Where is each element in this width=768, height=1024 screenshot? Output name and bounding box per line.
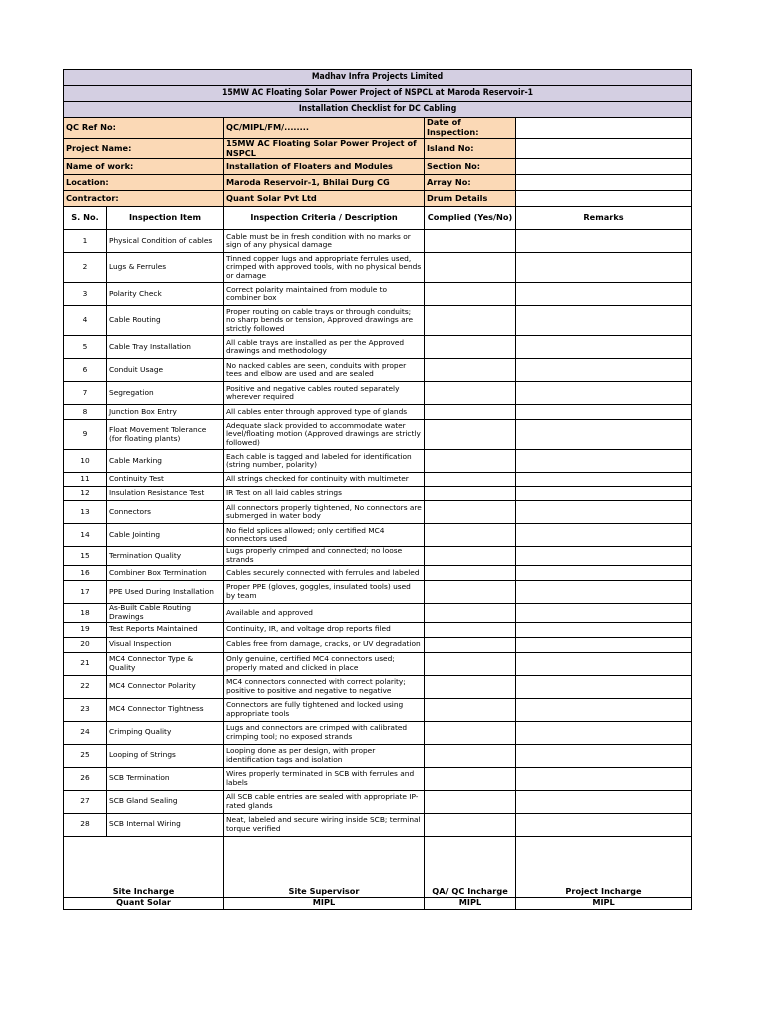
row-inspection-item: As-Built Cable Routing Drawings (107, 604, 224, 623)
row-remarks-field[interactable] (516, 698, 692, 721)
table-row (64, 652, 692, 675)
row-complied-field[interactable] (425, 637, 516, 652)
row-inspection-item: SCB Termination (107, 767, 224, 790)
row-criteria: Proper PPE (gloves, goggles, insulated tools) used by team (224, 581, 425, 604)
table-row (64, 637, 692, 652)
row-criteria: Proper routing on cable trays or through conduits; no sharp bends or tension, Approved drawings are strictly followed (224, 306, 425, 336)
signature-space[interactable] (64, 836, 224, 887)
signature-title: Site Incharge (64, 887, 224, 897)
row-complied-field[interactable] (425, 652, 516, 675)
work-value[interactable]: Installation of Floaters and Modules (224, 159, 425, 175)
row-remarks-field[interactable] (516, 604, 692, 623)
row-complied-field[interactable] (425, 405, 516, 420)
project-name-value[interactable]: 15MW AC Floating Solar Power Project of NSPCL (224, 138, 425, 159)
signature-space[interactable] (224, 836, 425, 887)
table-row (64, 450, 692, 473)
drum-label: Drum Details (425, 191, 516, 207)
row-complied-field[interactable] (425, 306, 516, 336)
row-complied-field[interactable] (425, 698, 516, 721)
island-label: Island No: (425, 138, 516, 159)
table-row (64, 420, 692, 450)
qc-ref-value[interactable]: QC/MIPL/FM/........ (224, 118, 425, 139)
row-complied-field[interactable] (425, 283, 516, 306)
signature-title: QA/ QC Incharge (425, 887, 516, 897)
row-complied-field[interactable] (425, 622, 516, 637)
row-criteria: Looping done as per design, with proper identification tags and isolation (224, 744, 425, 767)
row-remarks-field[interactable] (516, 253, 692, 283)
row-sno: 26 (64, 767, 107, 790)
row-inspection-item: Connectors (107, 501, 224, 524)
signature-title: Project Incharge (516, 887, 692, 897)
row-criteria: All strings checked for continuity with multimeter (224, 473, 425, 487)
row-criteria: All cable trays are installed as per the Approved drawings and methodology (224, 336, 425, 359)
row-remarks-field[interactable] (516, 721, 692, 744)
date-field[interactable] (516, 118, 692, 139)
row-complied-field[interactable] (425, 581, 516, 604)
row-inspection-item: Crimping Quality (107, 721, 224, 744)
table-row (64, 405, 692, 420)
row-remarks-field[interactable] (516, 420, 692, 450)
row-criteria: Cables securely connected with ferrules and labeled (224, 566, 425, 581)
row-criteria: Connectors are fully tightened and locked using appropriate tools (224, 698, 425, 721)
row-inspection-item: Termination Quality (107, 547, 224, 566)
row-sno: 14 (64, 524, 107, 547)
row-inspection-item: Cable Jointing (107, 524, 224, 547)
row-complied-field[interactable] (425, 487, 516, 501)
row-sno: 9 (64, 420, 107, 450)
signature-space-row (64, 836, 692, 887)
row-remarks-field[interactable] (516, 382, 692, 405)
row-remarks-field[interactable] (516, 744, 692, 767)
row-criteria: Lugs and connectors are crimped with calibrated crimping tool; no exposed strands (224, 721, 425, 744)
row-sno: 24 (64, 721, 107, 744)
row-sno: 8 (64, 405, 107, 420)
row-sno: 20 (64, 637, 107, 652)
row-sno: 2 (64, 253, 107, 283)
drum-field[interactable] (516, 191, 692, 207)
row-sno: 23 (64, 698, 107, 721)
row-criteria: Cables free from damage, cracks, or UV degradation (224, 637, 425, 652)
project-title: 15MW AC Floating Solar Power Project of NSPCL at Maroda Reservoir-1 (64, 86, 692, 102)
row-remarks-field[interactable] (516, 675, 692, 698)
row-remarks-field[interactable] (516, 652, 692, 675)
row-inspection-item: Looping of Strings (107, 744, 224, 767)
table-row (64, 547, 692, 566)
row-inspection-item: MC4 Connector Type & Quality (107, 652, 224, 675)
row-remarks-field[interactable] (516, 336, 692, 359)
signature-orgs-row (64, 897, 692, 909)
row-remarks-field[interactable] (516, 790, 692, 813)
signature-space[interactable] (425, 836, 516, 887)
row-remarks-field[interactable] (516, 230, 692, 253)
row-criteria: Adequate slack provided to accommodate water level/floating motion (Approved drawings are strictly followed) (224, 420, 425, 450)
row-remarks-field[interactable] (516, 306, 692, 336)
row-complied-field[interactable] (425, 359, 516, 382)
row-inspection-item: Conduit Usage (107, 359, 224, 382)
row-criteria: All SCB cable entries are sealed with appropriate IP-rated glands (224, 790, 425, 813)
row-sno: 27 (64, 790, 107, 813)
row-complied-field[interactable] (425, 336, 516, 359)
row-sno: 1 (64, 230, 107, 253)
table-row (64, 675, 692, 698)
signature-org: MIPL (516, 897, 692, 909)
table-row (64, 581, 692, 604)
row-criteria: Cable must be in fresh condition with no marks or sign of any physical damage (224, 230, 425, 253)
signature-space[interactable] (516, 836, 692, 887)
row-remarks-field[interactable] (516, 566, 692, 581)
row-remarks-field[interactable] (516, 487, 692, 501)
row-sno: 13 (64, 501, 107, 524)
table-row (64, 744, 692, 767)
row-criteria: Correct polarity maintained from module to combiner box (224, 283, 425, 306)
row-criteria: Continuity, IR, and voltage drop reports filed (224, 622, 425, 637)
row-criteria: No field splices allowed; only certified MC4 connectors used (224, 524, 425, 547)
row-remarks-field[interactable] (516, 473, 692, 487)
array-label: Array No: (425, 175, 516, 191)
row-inspection-item: SCB Internal Wiring (107, 813, 224, 836)
row-complied-field[interactable] (425, 230, 516, 253)
row-remarks-field[interactable] (516, 359, 692, 382)
company-name: Madhav Infra Projects Limited (64, 70, 692, 86)
row-inspection-item: Lugs & Ferrules (107, 253, 224, 283)
signature-title: Site Supervisor (224, 887, 425, 897)
row-sno: 6 (64, 359, 107, 382)
table-row (64, 283, 692, 306)
col-complied: Complied (Yes/No) (425, 207, 516, 230)
row-sno: 15 (64, 547, 107, 566)
signature-org: MIPL (224, 897, 425, 909)
row-inspection-item: Junction Box Entry (107, 405, 224, 420)
row-remarks-field[interactable] (516, 405, 692, 420)
col-criteria: Inspection Criteria / Description (224, 207, 425, 230)
location-label: Location: (64, 175, 224, 191)
row-inspection-item: Segregation (107, 382, 224, 405)
contractor-label: Contractor: (64, 191, 224, 207)
row-complied-field[interactable] (425, 253, 516, 283)
row-criteria: Only genuine, certified MC4 connectors used; properly mated and clicked in place (224, 652, 425, 675)
row-sno: 21 (64, 652, 107, 675)
row-complied-field[interactable] (425, 675, 516, 698)
table-row (64, 487, 692, 501)
table-row (64, 382, 692, 405)
table-row (64, 767, 692, 790)
checklist-title: Installation Checklist for DC Cabling (64, 102, 692, 118)
row-complied-field[interactable] (425, 744, 516, 767)
row-sno: 12 (64, 487, 107, 501)
row-remarks-field[interactable] (516, 450, 692, 473)
date-label: Date of Inspection: (425, 118, 516, 139)
row-complied-field[interactable] (425, 420, 516, 450)
signature-org: MIPL (425, 897, 516, 909)
table-row (64, 230, 692, 253)
row-criteria: Lugs properly crimped and connected; no loose strands (224, 547, 425, 566)
col-sno: S. No. (64, 207, 107, 230)
row-sno: 16 (64, 566, 107, 581)
row-complied-field[interactable] (425, 524, 516, 547)
row-criteria: Tinned copper lugs and appropriate ferrules used, crimped with approved tools, with no physical bends or damage (224, 253, 425, 283)
col-item: Inspection Item (107, 207, 224, 230)
row-sno: 5 (64, 336, 107, 359)
row-inspection-item: Physical Condition of cables (107, 230, 224, 253)
row-criteria: All cables enter through approved type of glands (224, 405, 425, 420)
row-inspection-item: MC4 Connector Tightness (107, 698, 224, 721)
row-sno: 19 (64, 622, 107, 637)
row-inspection-item: Cable Routing (107, 306, 224, 336)
row-remarks-field[interactable] (516, 547, 692, 566)
row-sno: 4 (64, 306, 107, 336)
table-row (64, 253, 692, 283)
row-inspection-item: Cable Marking (107, 450, 224, 473)
row-criteria: No nacked cables are seen, conduits with proper tees and elbow are used and are sealed (224, 359, 425, 382)
table-row (64, 813, 692, 836)
table-row (64, 306, 692, 336)
row-inspection-item: PPE Used During Installation (107, 581, 224, 604)
row-sno: 11 (64, 473, 107, 487)
row-criteria: Positive and negative cables routed separately wherever required (224, 382, 425, 405)
table-row (64, 473, 692, 487)
row-criteria: Available and approved (224, 604, 425, 623)
table-row (64, 501, 692, 524)
row-inspection-item: MC4 Connector Polarity (107, 675, 224, 698)
row-inspection-item: Insulation Resistance Test (107, 487, 224, 501)
table-row (64, 336, 692, 359)
row-inspection-item: Float Movement Tolerance (for floating plants) (107, 420, 224, 450)
row-complied-field[interactable] (425, 382, 516, 405)
row-inspection-item: Cable Tray Installation (107, 336, 224, 359)
row-complied-field[interactable] (425, 473, 516, 487)
table-row (64, 524, 692, 547)
work-label: Name of work: (64, 159, 224, 175)
table-row (64, 566, 692, 581)
row-remarks-field[interactable] (516, 767, 692, 790)
row-sno: 22 (64, 675, 107, 698)
row-complied-field[interactable] (425, 604, 516, 623)
row-inspection-item: Visual Inspection (107, 637, 224, 652)
row-complied-field[interactable] (425, 450, 516, 473)
row-criteria: Neat, labeled and secure wiring inside SCB; terminal torque verified (224, 813, 425, 836)
table-row (64, 698, 692, 721)
row-complied-field[interactable] (425, 767, 516, 790)
row-criteria: IR Test on all laid cables strings (224, 487, 425, 501)
row-inspection-item: SCB Gland Sealing (107, 790, 224, 813)
array-field[interactable] (516, 175, 692, 191)
col-remarks: Remarks (516, 207, 692, 230)
signature-titles-row (64, 887, 692, 897)
row-inspection-item: Combiner Box Termination (107, 566, 224, 581)
row-complied-field[interactable] (425, 501, 516, 524)
table-row (64, 721, 692, 744)
row-sno: 17 (64, 581, 107, 604)
contractor-value[interactable]: Quant Solar Pvt Ltd (224, 191, 425, 207)
row-criteria: All connectors properly tightened, No connectors are submerged in water body (224, 501, 425, 524)
project-name-label: Project Name: (64, 138, 224, 159)
signature-org: Quant Solar (64, 897, 224, 909)
row-criteria: MC4 connectors connected with correct polarity; positive to positive and negative to negative (224, 675, 425, 698)
row-remarks-field[interactable] (516, 524, 692, 547)
row-complied-field[interactable] (425, 547, 516, 566)
table-row (64, 359, 692, 382)
row-remarks-field[interactable] (516, 283, 692, 306)
row-sno: 3 (64, 283, 107, 306)
row-sno: 7 (64, 382, 107, 405)
table-row (64, 604, 692, 623)
row-inspection-item: Continuity Test (107, 473, 224, 487)
qc-ref-label: QC Ref No: (64, 118, 224, 139)
table-row (64, 790, 692, 813)
row-remarks-field[interactable] (516, 637, 692, 652)
row-sno: 25 (64, 744, 107, 767)
row-inspection-item: Test Reports Maintained (107, 622, 224, 637)
row-sno: 10 (64, 450, 107, 473)
dc-cabling-checklist (63, 69, 692, 910)
row-complied-field[interactable] (425, 721, 516, 744)
row-complied-field[interactable] (425, 790, 516, 813)
location-value[interactable]: Maroda Reservoir-1, Bhilai Durg CG (224, 175, 425, 191)
row-remarks-field[interactable] (516, 813, 692, 836)
island-field[interactable] (516, 138, 692, 159)
row-sno: 28 (64, 813, 107, 836)
row-inspection-item: Polarity Check (107, 283, 224, 306)
section-label: Section No: (425, 159, 516, 175)
section-field[interactable] (516, 159, 692, 175)
row-criteria: Each cable is tagged and labeled for identification (string number, polarity) (224, 450, 425, 473)
row-remarks-field[interactable] (516, 581, 692, 604)
table-row (64, 622, 692, 637)
row-remarks-field[interactable] (516, 622, 692, 637)
row-sno: 18 (64, 604, 107, 623)
row-remarks-field[interactable] (516, 501, 692, 524)
row-complied-field[interactable] (425, 813, 516, 836)
row-complied-field[interactable] (425, 566, 516, 581)
row-criteria: Wires properly terminated in SCB with ferrules and labels (224, 767, 425, 790)
